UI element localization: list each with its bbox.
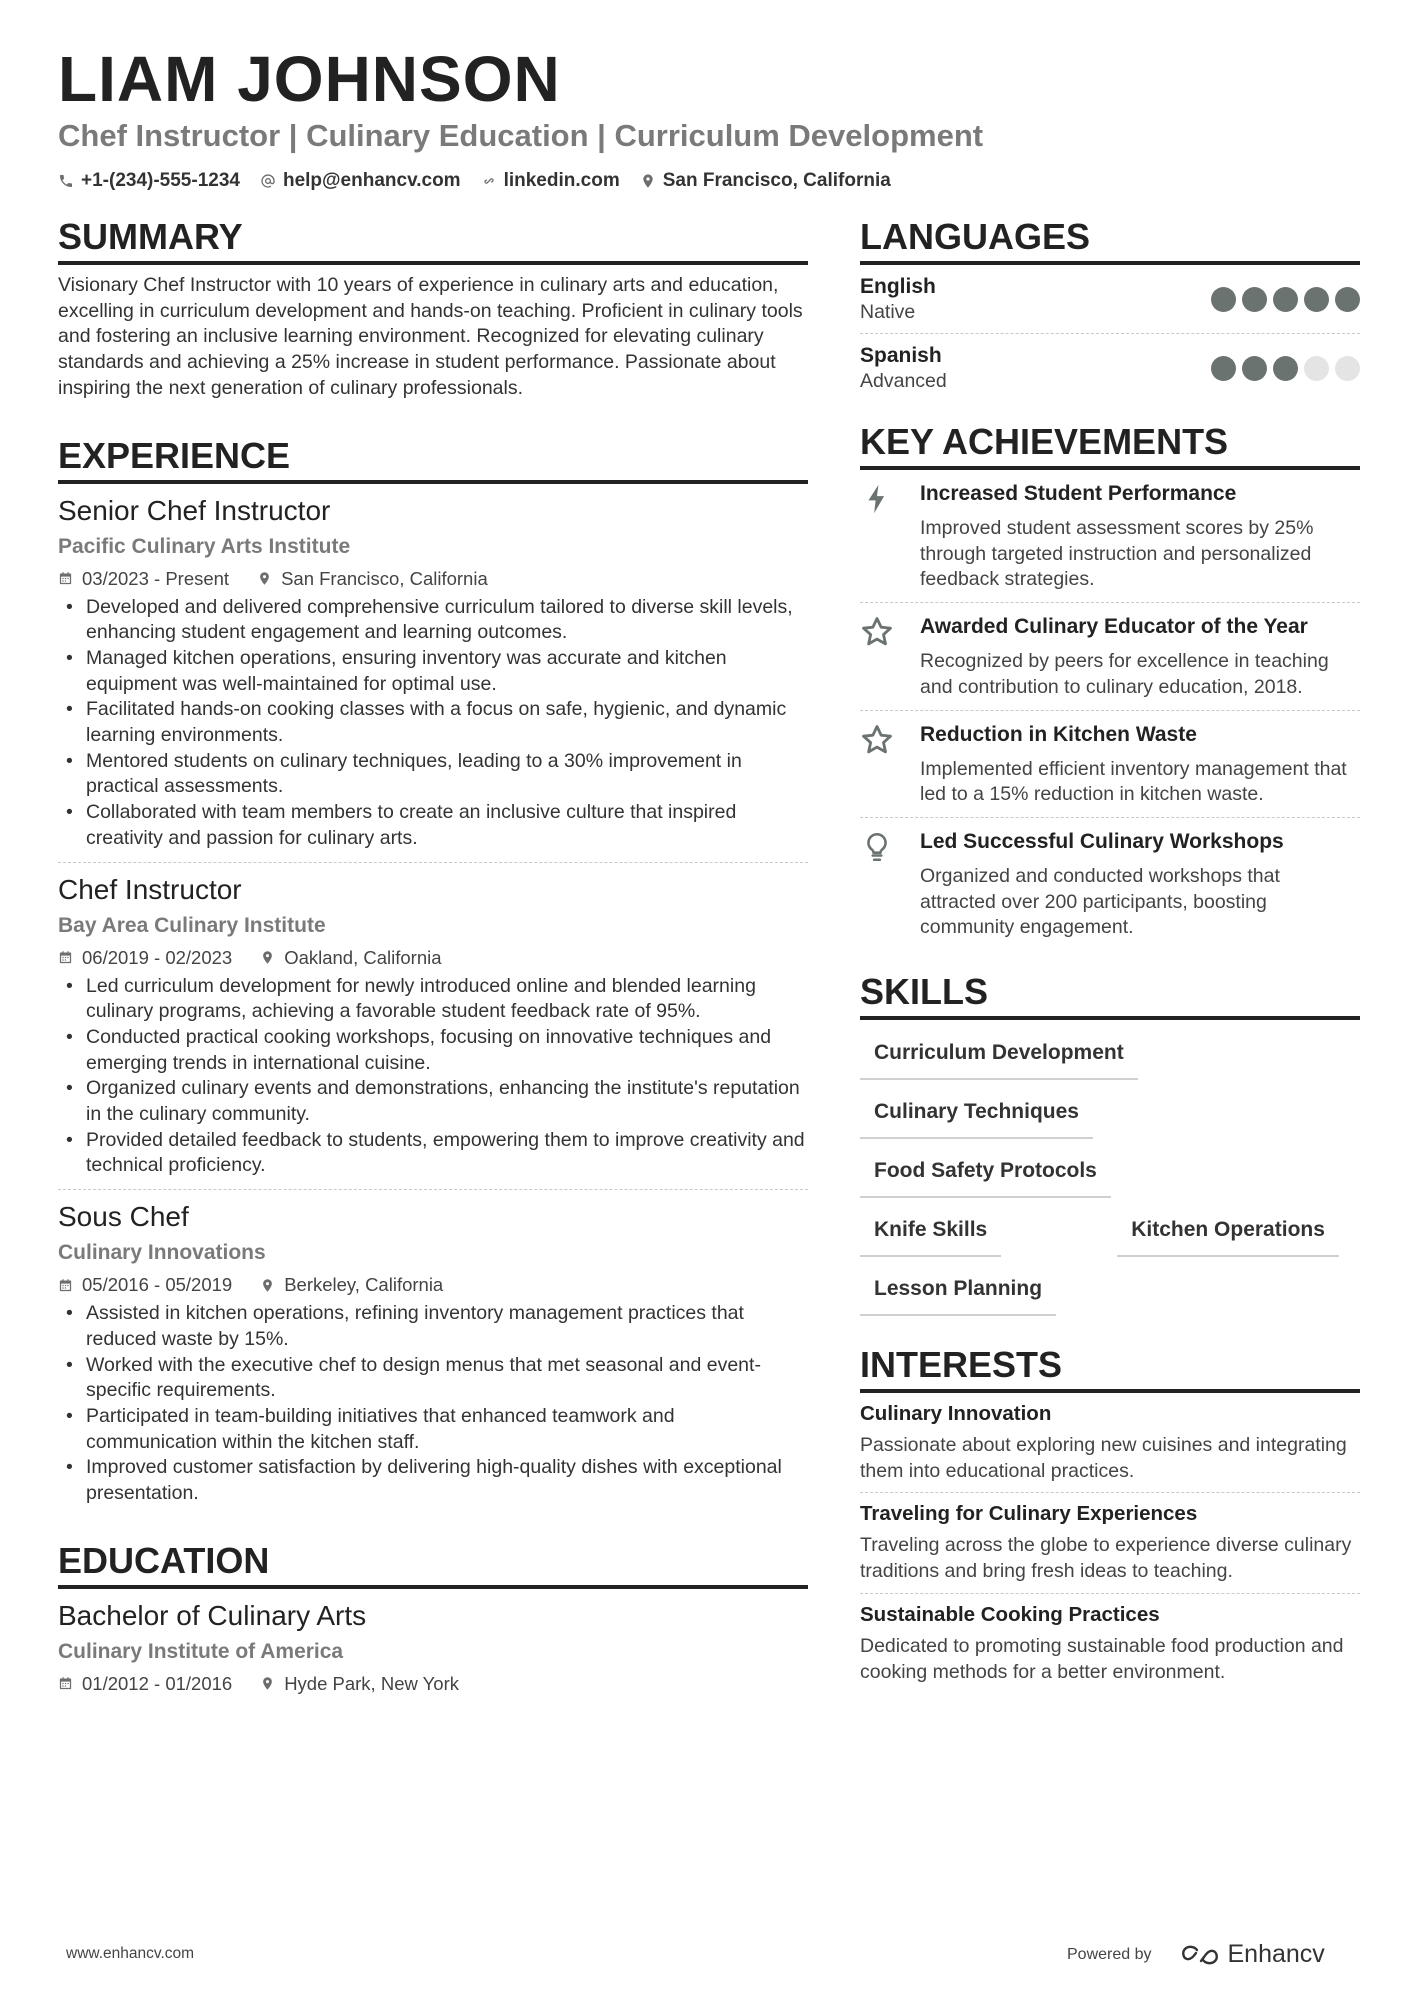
location-pin-icon [260,1278,275,1293]
proficiency-dot-empty [1304,356,1329,381]
location-text: Oakland, California [284,946,442,968]
left-column [58,215,808,1707]
achievement-title: Awarded Culinary Educator of the Year [920,615,1308,639]
education-dates [58,1671,232,1697]
achievement-desc: Implemented efficient inventory management that led to a 15% reduction in kitchen waste. [920,757,1347,806]
lightbulb-icon [860,830,894,864]
interest-item [860,1493,1360,1593]
experience-item [58,484,808,863]
achievement-title: Led Successful Culinary Workshops [920,829,1284,853]
proficiency-dot-filled [1211,356,1236,381]
language-level: Advanced [860,370,947,392]
at-icon [260,173,276,189]
contact-email[interactable] [260,168,461,194]
interest-desc: Traveling across the globe to experience diverse culinary traditions and bring fresh ideas to teaching. [860,1534,1352,1583]
contact-phone[interactable] [58,168,240,194]
company-name: Pacific Culinary Arts Institute [58,534,351,558]
calendar-icon [58,1676,73,1691]
achievement-item [860,711,1360,818]
interest-item [860,1393,1360,1493]
company-name: Culinary Innovations [58,1241,266,1265]
achievement-title: Increased Student Performance [920,482,1237,505]
location-pin-icon [260,1676,275,1691]
dates-text: 05/2016 - 05/2019 [82,1274,233,1296]
education-location [260,1671,459,1697]
achievement-desc: Organized and conducted workshops that attracted over 200 participants, boosting community engagement. [920,864,1280,939]
skill-tag: Culinary Techniques [860,1087,1093,1139]
language-level: Native [860,301,916,323]
interest-item [860,1594,1360,1693]
education-heading: EDUCATION [58,1539,808,1589]
bullet-item: • Provided detailed feedback to students, empowering them to improve creativity and technical proficiency. [58,1128,808,1179]
achievement-item [860,603,1360,710]
bullet-item: • Developed and delivered comprehensive curriculum tailored to diverse skill levels, enhancing student engagement and learning outcomes. [58,595,808,646]
powered-by-label: Powered by [1067,1945,1152,1963]
achievement-title: Reduction in Kitchen Waste [920,722,1197,746]
proficiency-dot-filled [1273,356,1298,381]
link-icon [481,173,497,189]
job-dates [58,1272,232,1298]
achievement-item [860,470,1360,603]
skills-section [860,970,1360,1323]
location-text: Hyde Park, New York [284,1672,459,1694]
bullet-item: • Worked with the executive chef to design menus that met seasonal and event-specific requirements. [58,1353,808,1404]
interests-heading: INTERESTS [860,1343,1360,1393]
calendar-icon [58,571,73,586]
job-meta [58,566,808,592]
contact-linkedin[interactable] [481,168,620,194]
language-name: English [860,275,936,298]
interest-title: Sustainable Cooking Practices [860,1602,1160,1626]
job-bullets [58,974,808,1180]
bullet-item: • Assisted in kitchen operations, refining inventory management practices that reduced waste by 15%. [58,1301,808,1352]
bullet-item: • Facilitated hands-on cooking classes with a focus on safe, hygienic, and dynamic learning environments. [58,697,808,748]
language-item [860,334,1360,402]
location-text: San Francisco, California [281,567,488,589]
job-title: Chef Instructor [58,873,242,905]
enhancv-logo-icon [1180,1944,1220,1966]
calendar-icon [58,950,73,965]
dates-text: 01/2012 - 01/2016 [82,1672,233,1694]
footer-branding [1067,1940,1325,1969]
linkedin-text: linkedin.com [503,170,620,191]
job-meta [58,1272,808,1298]
skill-tag: Food Safety Protocols [860,1146,1111,1198]
job-bullets [58,1301,808,1507]
headline: Chef Instructor | Culinary Education | Curriculum Development [58,118,984,153]
language-item [860,265,1360,334]
summary-heading: SUMMARY [58,215,808,265]
proficiency-dots [1211,356,1360,381]
interests-section [860,1343,1360,1693]
dates-text: 06/2019 - 02/2023 [82,946,233,968]
bullet-item: • Collaborated with team members to create an inclusive culture that inspired creativity and passion for culinary arts. [58,800,808,851]
location-text: Berkeley, California [284,1274,444,1296]
job-title: Sous Chef [58,1201,189,1233]
job-meta [58,945,808,971]
achievements-section [860,420,1360,950]
languages-heading: LANGUAGES [860,215,1360,265]
degree-title: Bachelor of Culinary Arts [58,1599,367,1631]
job-location [260,945,441,971]
language-name: Spanish [860,344,942,367]
job-location [257,566,488,592]
footer-website[interactable]: www.enhancv.com [66,1945,195,1962]
proficiency-dot-filled [1242,356,1267,381]
achievements-heading: KEY ACHIEVEMENTS [860,420,1360,470]
location-pin-icon [640,173,656,189]
interest-title: Culinary Innovation [860,1402,1052,1426]
email-text: help@enhancv.com [282,170,461,191]
proficiency-dot-filled [1273,287,1298,312]
achievement-item [860,818,1360,950]
experience-heading: EXPERIENCE [58,434,808,484]
job-dates [58,566,229,592]
bullet-item: • Conducted practical cooking workshops, focusing on innovative techniques and emerging trends in international cuisine. [58,1025,808,1076]
job-location [260,1272,443,1298]
bullet-item: • Improved customer satisfaction by delivering high-quality dishes with exceptional presentation. [58,1455,808,1506]
right-column [860,215,1360,1693]
education-section [58,1539,808,1707]
experience-item [58,1190,808,1517]
interest-desc: Dedicated to promoting sustainable food production and cooking methods for a better environment. [860,1634,1344,1683]
job-title: Senior Chef Instructor [58,494,331,526]
job-bullets [58,595,808,852]
achievement-desc: Recognized by peers for excellence in teaching and contribution to culinary education, 2018. [920,650,1329,698]
bullet-item: • Mentored students on culinary techniques, leading to a 30% improvement in practical assessments. [58,749,808,800]
brand-logo[interactable] [1180,1940,1325,1969]
summary-text: Visionary Chef Instructor with 10 years of experience in culinary arts and education, excelling in curriculum development and hands-on teaching. Proficient in culinary tools and fostering an inclusive learning environment. Recognized for elevating culinary standards and achieving a 25% increase in student performance. Passionate about inspiring the next generation of culinary professionals. [58,274,803,399]
skill-tag: Knife Skills [860,1205,1001,1257]
star-icon [860,615,894,649]
achievement-desc: Improved student assessment scores by 25% through targeted instruction and personalized feedback strategies. [920,517,1314,591]
summary-section [58,215,808,402]
education-item [58,1589,808,1707]
skill-tag: Curriculum Development [860,1028,1138,1080]
proficiency-dot-filled [1211,287,1236,312]
location-pin-icon [260,950,275,965]
experience-section [58,434,808,1517]
location-text: San Francisco, California [662,170,891,191]
phone-text: +1-(234)-555-1234 [81,170,240,191]
star-icon [860,723,894,757]
lightning-icon [860,482,894,516]
contact-location [640,168,891,194]
location-pin-icon [257,571,272,586]
candidate-name: LIAM JOHNSON [58,43,561,115]
bullet-item: • Organized culinary events and demonstrations, enhancing the institute's reputation in the culinary community. [58,1076,808,1127]
brand-name: Enhancv [1227,1940,1325,1968]
skills-list [860,1028,1360,1323]
experience-item [58,863,808,1191]
proficiency-dots [1211,287,1360,312]
bullet-item: • Participated in team-building initiatives that enhanced teamwork and communication within the kitchen staff. [58,1404,808,1455]
school-name: Culinary Institute of America [58,1639,344,1663]
proficiency-dot-filled [1335,287,1360,312]
company-name: Bay Area Culinary Institute [58,913,326,937]
phone-icon [58,173,74,189]
contact-bar [58,168,891,194]
proficiency-dot-empty [1335,356,1360,381]
interest-title: Traveling for Culinary Experiences [860,1502,1198,1526]
languages-section [860,215,1360,402]
proficiency-dot-filled [1242,287,1267,312]
proficiency-dot-filled [1304,287,1329,312]
job-dates [58,945,232,971]
bullet-item: • Led curriculum development for newly introduced online and blended learning culinary programs, achieving a favorable student feedback rate of 95%. [58,974,808,1025]
interest-desc: Passionate about exploring new cuisines and integrating them into educational practices. [860,1434,1347,1482]
skills-heading: SKILLS [860,970,1360,1020]
dates-text: 03/2023 - Present [82,567,230,589]
bullet-item: • Managed kitchen operations, ensuring inventory was accurate and kitchen equipment was well-maintained for optimal use. [58,646,808,697]
skill-tag: Kitchen Operations [1117,1205,1339,1257]
calendar-icon [58,1278,73,1293]
skill-tag: Lesson Planning [860,1264,1056,1316]
education-meta [58,1671,808,1697]
